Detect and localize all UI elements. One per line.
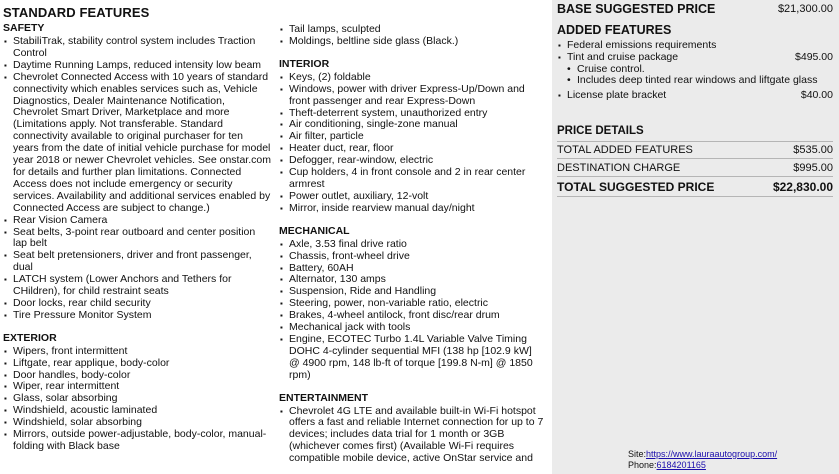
total-added-label: TOTAL ADDED FEATURES (557, 144, 693, 156)
destination-label: DESTINATION CHARGE (557, 162, 681, 174)
site-label: Site: (628, 449, 647, 459)
standard-features-title: STANDARD FEATURES (3, 5, 150, 20)
price-details-title: PRICE DETAILS (557, 125, 644, 137)
base-price-row (557, 2, 833, 18)
feature-item: ▪ Seat belts, 3-point rear outboard and center position lap belt (3, 227, 271, 251)
feature-item: ▪ Brakes, 4-wheel antilock, front disc/rear drum (279, 310, 545, 322)
phone-line (628, 460, 777, 471)
divider (557, 176, 833, 177)
exterior-title: EXTERIOR (3, 331, 57, 344)
phone-link[interactable]: 6184201165 (656, 460, 706, 470)
added-feature-label: ▪ Tint and cruise package (567, 50, 679, 63)
total-price-label: TOTAL SUGGESTED PRICE (557, 180, 715, 194)
site-line (628, 449, 777, 460)
feature-item: ▪ Wiper, rear intermittent (3, 381, 271, 393)
base-price-value: $21,300.00 (777, 3, 833, 15)
feature-item: ▪ Chassis, front-wheel drive (279, 251, 545, 263)
feature-item: ▪ LATCH system (Lower Anchors and Tethers for CHildren), for child restraint seats (3, 274, 271, 298)
feature-item: ▪ Windshield, acoustic laminated (3, 405, 271, 417)
interior-title: INTERIOR (279, 57, 330, 70)
feature-item: ▪ Steering, power, non-variable ratio, electric (279, 298, 545, 310)
added-feature-item (557, 52, 833, 64)
features-column-left (3, 22, 271, 453)
mechanical-title: MECHANICAL (279, 224, 350, 237)
feature-item: ▪ Wipers, front intermittent (3, 346, 271, 358)
sub-feature-item: • Includes deep tinted rear windows and liftgate glass (567, 75, 833, 87)
divider (557, 158, 833, 159)
feature-item: ▪ Windshield, solar absorbing (3, 417, 271, 429)
phone-label: Phone: (628, 460, 657, 470)
feature-item: ▪ Glass, solar absorbing (3, 393, 271, 405)
feature-item: ▪ Suspension, Ride and Handling (279, 286, 545, 298)
feature-item: ▪ StabiliTrak, stability control system includes Traction Control (3, 36, 271, 60)
added-feature-price: $40.00 (800, 89, 833, 102)
feature-item: ▪ Battery, 60AH (279, 263, 545, 275)
total-price-value: $22,830.00 (772, 180, 833, 194)
feature-item: ▪ Windows, power with driver Express-Up/Down and front passenger and rear Express-Down (279, 84, 545, 108)
divider (557, 196, 833, 197)
feature-item: ▪ Seat belt pretensioners, driver and front passenger, dual (3, 250, 271, 274)
feature-item: ▪ Keys, (2) foldable (279, 72, 545, 84)
pricing-panel (552, 0, 839, 474)
entertainment-list (279, 406, 545, 466)
tint-package-sublist (557, 64, 833, 88)
destination-row (557, 162, 833, 174)
feature-item: ▪ Air conditioning, single-zone manual (279, 119, 545, 131)
feature-item: ▪ Engine, ECOTEC Turbo 1.4L Variable Valve Timing DOHC 4-cylinder sequential MFI (138 hp [102.9 kW] @ 4900 rpm, 148 lb-ft of torque [199.8 N-m] @ 1850 rpm) (279, 334, 545, 382)
feature-item: ▪ Tire Pressure Monitor System (3, 310, 271, 322)
features-column-right (279, 24, 545, 465)
exterior-list-continued (279, 24, 545, 48)
feature-item: ▪ Mirror, inside rearview manual day/night (279, 203, 545, 215)
feature-item: ▪ Air filter, particle (279, 131, 545, 143)
added-features-title: ADDED FEATURES (557, 23, 672, 37)
interior-list (279, 72, 545, 215)
feature-item: ▪ Liftgate, rear applique, body-color (3, 358, 271, 370)
feature-item: ▪ Door handles, body-color (3, 370, 271, 382)
feature-item: ▪ Defogger, rear-window, electric (279, 155, 545, 167)
added-feature-price: $495.00 (795, 50, 833, 63)
mechanical-list (279, 239, 545, 382)
feature-item: ▪ Theft-deterrent system, unauthorized entry (279, 108, 545, 120)
dealer-footer (628, 449, 777, 471)
base-price-label: BASE SUGGESTED PRICE (557, 2, 716, 16)
feature-item: ▪ Tail lamps, sculpted (279, 24, 545, 36)
divider (557, 141, 833, 142)
feature-item: ▪ Cup holders, 4 in front console and 2 in rear center armrest (279, 167, 545, 191)
feature-item: ▪ Chevrolet Connected Access with 10 years of standard connectivity which enables services such as, Vehicle Diagnostics, Dealer Maintenance Notification, Chevrolet Smart Driver, Marketplace and more (Limitations apply. Not transferable. Standard connectivity available to original purchaser for ten years from the date of initial vehicle purchase for model year 2018 or newer Chevrolet vehicles. See onstar.com for details and further plan limitations. Connected Access does not include emergency or security services. Availability and additional services enabled by Connected Access are subject to change.) (3, 72, 271, 215)
feature-item: ▪ Alternator, 130 amps (279, 274, 545, 286)
feature-item: ▪ Daytime Running Lamps, reduced intensity low beam (3, 60, 271, 72)
total-price-row (557, 180, 833, 194)
site-link[interactable]: https://www.lauraautogroup.com/ (646, 449, 778, 459)
feature-item: ▪ Mirrors, outside power-adjustable, body-color, manual-folding with Black base (3, 429, 271, 453)
feature-item: ▪ Rear Vision Camera (3, 215, 271, 227)
feature-item: ▪ Power outlet, auxiliary, 12-volt (279, 191, 545, 203)
total-added-row (557, 144, 833, 156)
safety-title: SAFETY (3, 22, 45, 34)
feature-item: ▪ Door locks, rear child security (3, 298, 271, 310)
entertainment-title: ENTERTAINMENT (279, 391, 369, 404)
added-features-list (557, 40, 833, 102)
feature-item: ▪ Moldings, beltline side glass (Black.) (279, 36, 545, 48)
added-feature-label: ▪ License plate bracket (567, 89, 667, 102)
feature-item: ▪ Mechanical jack with tools (279, 322, 545, 334)
added-feature-item (557, 90, 833, 102)
total-added-value: $535.00 (793, 144, 833, 156)
feature-item: ▪ Chevrolet 4G LTE and available built-in Wi-Fi hotspot offers a fast and reliable Internet connection for up to 7 devices; includes data trial for 1 month or 3GB (whichever comes first) (Available Wi-Fi requires compatible mobile device, active OnStar service and (279, 406, 545, 466)
feature-item: ▪ Heater duct, rear, floor (279, 143, 545, 155)
sub-feature-item: • Cruise control. (567, 64, 833, 76)
safety-list (3, 36, 271, 322)
exterior-list (3, 346, 271, 453)
added-feature-label: ▪ Federal emissions requirements (567, 39, 717, 51)
destination-value: $995.00 (793, 162, 833, 174)
feature-item: ▪ Axle, 3.53 final drive ratio (279, 239, 545, 251)
